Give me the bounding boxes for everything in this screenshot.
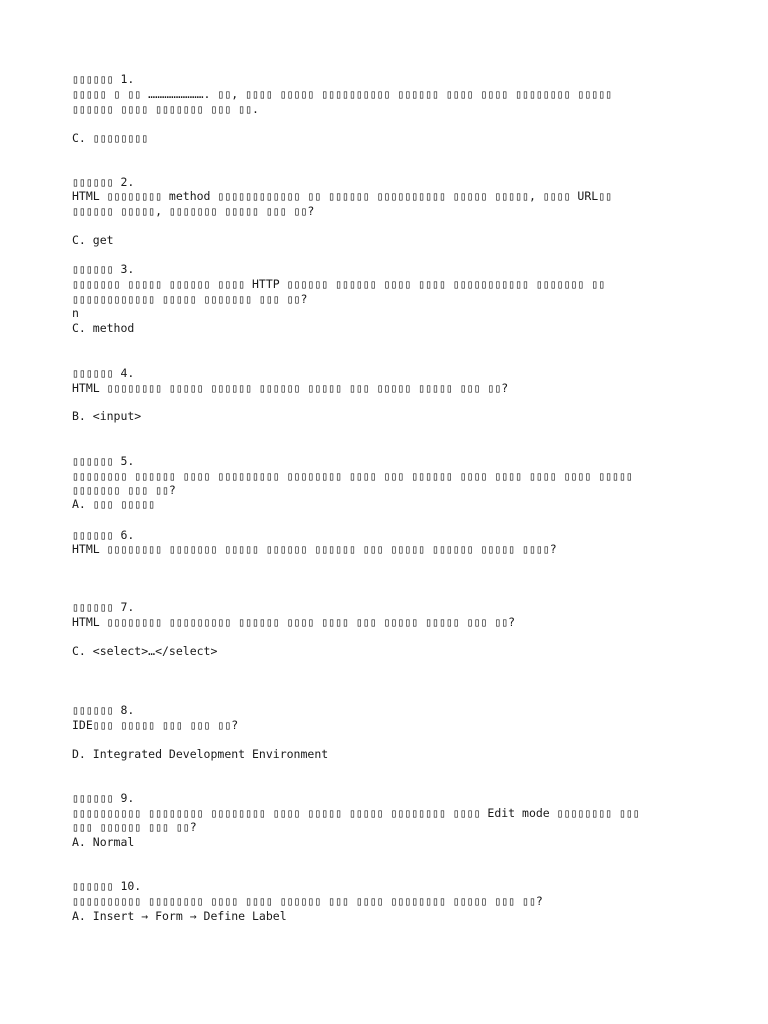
question-6-text-line-1: HTML ▯▯▯▯▯▯▯▯ ▯▯▯▯▯▯▯ ▯▯▯▯▯ ▯▯▯▯▯▯ ▯▯▯▯▯▯ ▯▯▯ ▯▯▯▯▯ ▯▯▯▯▯▯ ▯▯▯▯▯ ▯▯▯▯? [72, 542, 557, 556]
question-4-text-line-1: HTML ▯▯▯▯▯▯▯▯ ▯▯▯▯▯ ▯▯▯▯▯▯ ▯▯▯▯▯▯ ▯▯▯▯▯ ▯▯▯ ▯▯▯▯▯ ▯▯▯▯▯ ▯▯▯ ▯▯? [72, 381, 509, 395]
question-10-answer: A. Insert → Form → Define Label [72, 909, 287, 923]
question-5-answer: A. ▯▯▯ ▯▯▯▯▯ [72, 497, 156, 511]
question-8-heading: ▯▯▯▯▯▯ 8. [72, 703, 135, 717]
question-2-text-line-1: HTML ▯▯▯▯▯▯▯▯ method ▯▯▯▯▯▯▯▯▯▯▯▯ ▯▯ ▯▯▯▯▯▯ ▯▯▯▯▯▯▯▯▯▯ ▯▯▯▯▯ ▯▯▯▯▯, ▯▯▯▯ URL▯▯ [72, 189, 613, 203]
question-4-answer: B. <input> [72, 409, 142, 423]
question-7-heading: ▯▯▯▯▯▯ 7. [72, 600, 135, 614]
question-9-text-line-2: ▯▯▯ ▯▯▯▯▯▯ ▯▯▯ ▯▯? [72, 820, 197, 834]
question-9-answer: A. Normal [72, 835, 135, 849]
question-1-text-line-2: ▯▯▯▯▯▯ ▯▯▯▯ ▯▯▯▯▯▯▯ ▯▯▯ ▯▯. [72, 102, 259, 116]
question-3-answer: C. method [72, 321, 135, 335]
question-9-heading: ▯▯▯▯▯▯ 9. [72, 791, 135, 805]
question-5-heading: ▯▯▯▯▯▯ 5. [72, 454, 135, 468]
question-2-answer: C. get [72, 233, 114, 247]
question-1-answer: C. ▯▯▯▯▯▯▯▯ [72, 131, 149, 145]
question-2-text-line-2: ▯▯▯▯▯▯ ▯▯▯▯▯, ▯▯▯▯▯▯▯ ▯▯▯▯▯ ▯▯▯ ▯▯? [72, 204, 315, 218]
question-3-heading: ▯▯▯▯▯▯ 3. [72, 262, 135, 276]
question-10-text-line-1: ▯▯▯▯▯▯▯▯▯▯ ▯▯▯▯▯▯▯▯ ▯▯▯▯ ▯▯▯▯ ▯▯▯▯▯▯ ▯▯▯ ▯▯▯▯ ▯▯▯▯▯▯▯▯ ▯▯▯▯▯ ▯▯▯ ▯▯? [72, 894, 543, 908]
question-2-heading: ▯▯▯▯▯▯ 2. [72, 175, 135, 189]
question-3-text-line-3: n [72, 306, 79, 320]
question-10-heading: ▯▯▯▯▯▯ 10. [72, 879, 142, 893]
question-3-text-line-2: ▯▯▯▯▯▯▯▯▯▯▯▯ ▯▯▯▯▯ ▯▯▯▯▯▯▯ ▯▯▯ ▯▯? [72, 292, 308, 306]
question-4-heading: ▯▯▯▯▯▯ 4. [72, 366, 135, 380]
question-6-heading: ▯▯▯▯▯▯ 6. [72, 528, 135, 542]
question-8-answer: D. Integrated Development Environment [72, 747, 329, 761]
question-7-answer: C. <select>…</select> [72, 644, 218, 658]
question-8-text-line-1: IDE▯▯▯ ▯▯▯▯▯ ▯▯▯ ▯▯▯ ▯▯? [72, 718, 239, 732]
question-7-text-line-1: HTML ▯▯▯▯▯▯▯▯ ▯▯▯▯▯▯▯▯▯ ▯▯▯▯▯▯ ▯▯▯▯ ▯▯▯▯ ▯▯▯ ▯▯▯▯▯ ▯▯▯▯▯ ▯▯▯ ▯▯? [72, 615, 516, 629]
question-1-heading: ▯▯▯▯▯▯ 1. [72, 72, 135, 86]
question-3-text-line-1: ▯▯▯▯▯▯▯ ▯▯▯▯▯ ▯▯▯▯▯▯ ▯▯▯▯ HTTP ▯▯▯▯▯▯ ▯▯▯▯▯▯ ▯▯▯▯ ▯▯▯▯ ▯▯▯▯▯▯▯▯▯▯▯ ▯▯▯▯▯▯▯ ▯▯ [72, 277, 606, 291]
question-5-text-line-2: ▯▯▯▯▯▯▯ ▯▯▯ ▯▯? [72, 483, 176, 497]
question-1-text-line-1: ▯▯▯▯▯ ▯ ▯▯ ……………………. ▯▯, ▯▯▯▯ ▯▯▯▯▯ ▯▯▯▯▯▯▯▯▯▯ ▯▯▯▯▯▯ ▯▯▯▯ ▯▯▯▯ ▯▯▯▯▯▯▯▯ ▯▯▯▯▯ [72, 87, 613, 101]
question-9-text-line-1: ▯▯▯▯▯▯▯▯▯▯ ▯▯▯▯▯▯▯▯ ▯▯▯▯▯▯▯▯ ▯▯▯▯ ▯▯▯▯▯ ▯▯▯▯▯ ▯▯▯▯▯▯▯▯ ▯▯▯▯ Edit mode ▯▯▯▯▯▯▯▯ ▯▯▯ [72, 806, 640, 820]
question-5-text-line-1: ▯▯▯▯▯▯▯▯ ▯▯▯▯▯▯ ▯▯▯▯ ▯▯▯▯▯▯▯▯▯ ▯▯▯▯▯▯▯▯ ▯▯▯▯ ▯▯▯ ▯▯▯▯▯▯ ▯▯▯▯ ▯▯▯▯ ▯▯▯▯ ▯▯▯▯ ▯▯▯▯▯ [72, 469, 633, 483]
